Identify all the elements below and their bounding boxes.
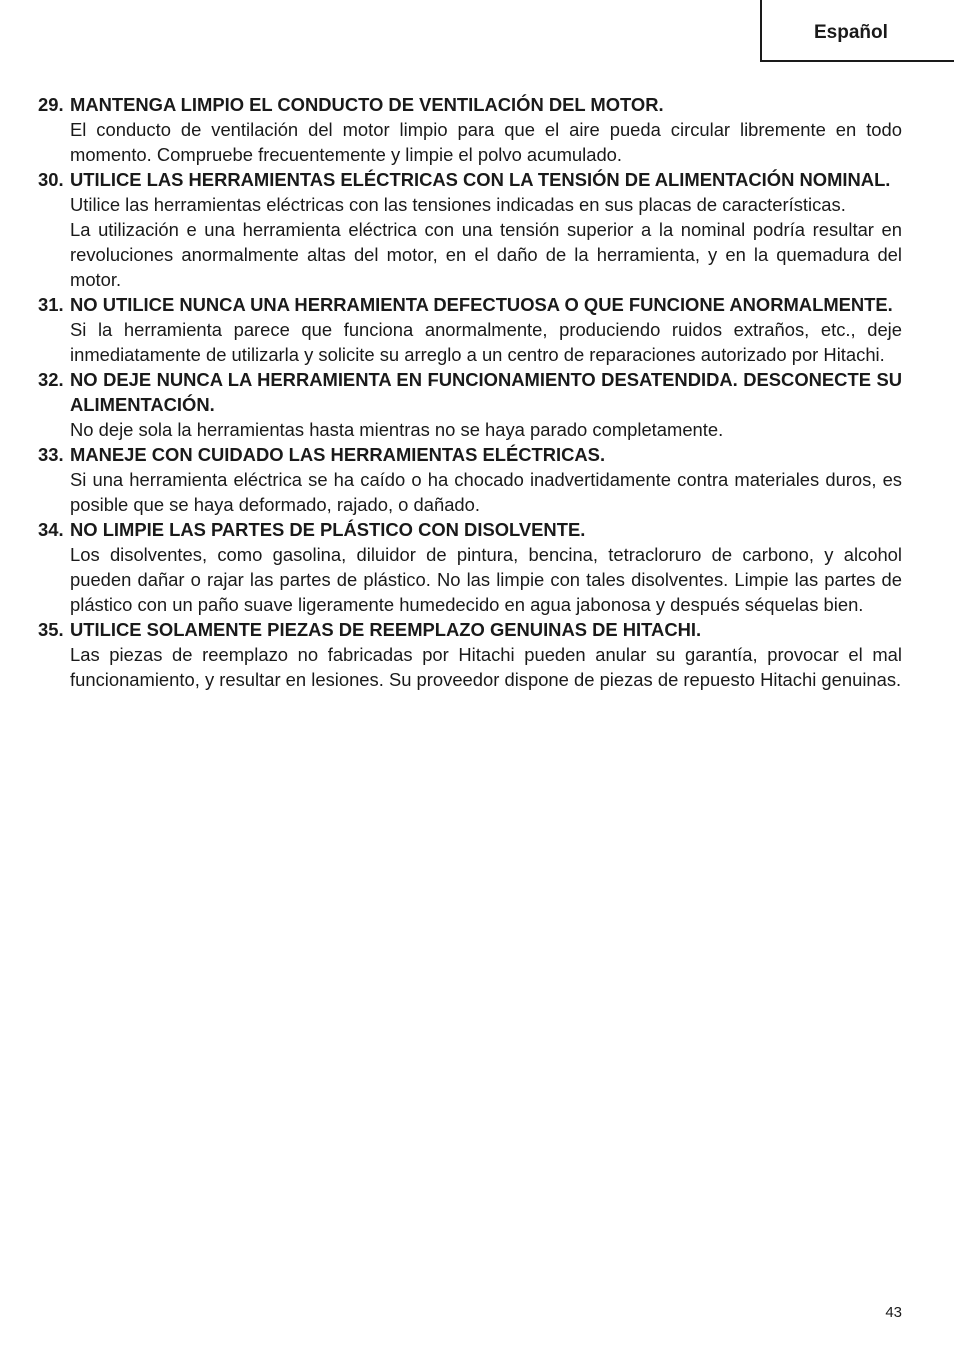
instruction-32: [38, 367, 902, 442]
item-heading: UTILICE LAS HERRAMIENTAS ELÉCTRICAS CON LA TENSIÓN DE ALIMENTACIÓN NOMINAL.: [70, 169, 891, 190]
item-heading: MANEJE CON CUIDADO LAS HERRAMIENTAS ELÉCTRICAS.: [70, 444, 606, 465]
item-heading: NO DEJE NUNCA LA HERRAMIENTA EN FUNCIONAMIENTO DESATENDIDA. DESCONECTE SU ALIMENTACIÓN.: [70, 369, 902, 415]
item-paragraph: Las piezas de reemplazo no fabricadas por Hitachi pueden anular su garantía, provocar el mal funcionamiento, y resultar en lesiones. Su proveedor dispone de piezas de repuesto Hitachi genuinas.: [70, 644, 902, 690]
instruction-33: [38, 442, 902, 517]
item-heading: NO UTILICE NUNCA UNA HERRAMIENTA DEFECTUOSA O QUE FUNCIONE ANORMALMENTE.: [70, 294, 893, 315]
item-paragraph: Utilice las herramientas eléctricas con las tensiones indicadas en sus placas de características.: [70, 194, 846, 215]
item-paragraph: El conducto de ventilación del motor limpio para que el aire pueda circular libremente en todo momento. Compruebe frecuentemente y limpie el polvo acumulado.: [70, 119, 902, 165]
instruction-34: [38, 517, 902, 617]
language-tab: [760, 0, 954, 62]
item-number: 32.: [38, 369, 64, 390]
item-heading: NO LIMPIE LAS PARTES DE PLÁSTICO CON DISOLVENTE.: [70, 519, 586, 540]
item-paragraph: Si la herramienta parece que funciona anormalmente, produciendo ruidos extraños, etc., deje inmediatamente de utilizarla y solicite su arreglo a un centro de reparaciones autorizado por Hitachi.: [70, 319, 902, 365]
language-label: Español: [814, 22, 888, 43]
item-number: 31.: [38, 294, 64, 315]
item-number: 29.: [38, 94, 64, 115]
item-paragraph: No deje sola la herramientas hasta mientras no se haya parado completamente.: [70, 419, 724, 440]
item-number: 30.: [38, 169, 64, 190]
item-paragraph: Los disolventes, como gasolina, diluidor de pintura, bencina, tetracloruro de carbono, y alcohol pueden dañar o rajar las partes de plástico. No las limpie con tales disolventes. Limpie las partes de plástico con un paño suave ligeramente humedecido en agua jabonosa y después séquelas bien.: [70, 544, 902, 615]
item-number: 34.: [38, 519, 64, 540]
page-number: 43: [885, 1304, 902, 1321]
item-heading: MANTENGA LIMPIO EL CONDUCTO DE VENTILACIÓN DEL MOTOR.: [70, 94, 664, 115]
item-number: 33.: [38, 444, 64, 465]
item-number: 35.: [38, 619, 64, 640]
instruction-29: [38, 92, 902, 167]
safety-instructions: [38, 92, 902, 692]
instruction-30: [38, 167, 902, 292]
instruction-35: [38, 617, 902, 692]
item-paragraph: La utilización e una herramienta eléctrica con una tensión superior a la nominal podría resultar en revoluciones anormalmente altas del motor, en el daño de la herramienta, y en la quemadura del motor.: [70, 219, 902, 290]
item-heading: UTILICE SOLAMENTE PIEZAS DE REEMPLAZO GENUINAS DE HITACHI.: [70, 619, 702, 640]
instruction-31: [38, 292, 902, 367]
item-paragraph: Si una herramienta eléctrica se ha caído o ha chocado inadvertidamente contra materiales duros, es posible que se haya deformado, rajado, o dañado.: [70, 469, 902, 515]
